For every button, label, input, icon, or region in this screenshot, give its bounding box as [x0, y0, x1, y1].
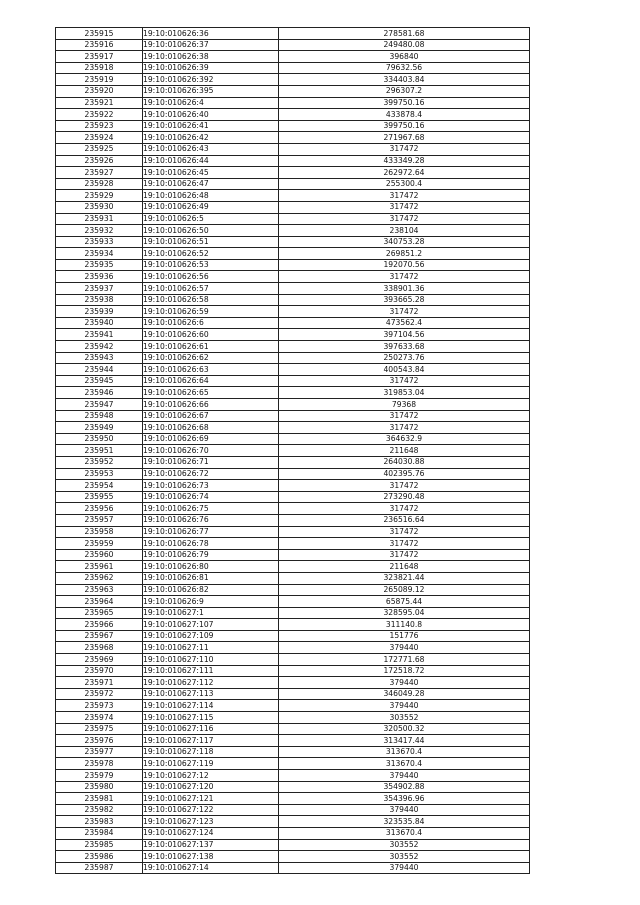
- cadastral-number-cell: 19:10:010626:6: [143, 317, 279, 329]
- value-cell: 278581.68: [279, 28, 530, 40]
- row-number-cell: 235928: [56, 178, 143, 190]
- table-row: [56, 410, 530, 422]
- row-number-cell: 235981: [56, 793, 143, 805]
- table-row: [56, 283, 530, 295]
- row-number-cell: 235919: [56, 74, 143, 86]
- cadastral-number-cell: 19:10:010626:62: [143, 352, 279, 364]
- cadastral-number-cell: 19:10:010626:76: [143, 514, 279, 526]
- value-cell: 340753.28: [279, 236, 530, 248]
- row-number-cell: 235930: [56, 201, 143, 213]
- table-row: [56, 62, 530, 74]
- value-cell: 379440: [279, 804, 530, 816]
- row-number-cell: 235958: [56, 526, 143, 538]
- row-number-cell: 235947: [56, 399, 143, 411]
- row-number-cell: 235929: [56, 190, 143, 202]
- row-number-cell: 235955: [56, 491, 143, 503]
- cadastral-number-cell: 19:10:010627:121: [143, 793, 279, 805]
- value-cell: 317472: [279, 271, 530, 283]
- row-number-cell: 235944: [56, 364, 143, 376]
- table-row: [56, 143, 530, 155]
- cadastral-number-cell: 19:10:010626:67: [143, 410, 279, 422]
- cadastral-number-cell: 19:10:010627:110: [143, 654, 279, 666]
- row-number-cell: 235982: [56, 804, 143, 816]
- cadastral-number-cell: 19:10:010626:37: [143, 39, 279, 51]
- cadastral-number-cell: 19:10:010627:117: [143, 735, 279, 747]
- value-cell: 379440: [279, 677, 530, 689]
- table-row: [56, 770, 530, 782]
- value-cell: 303552: [279, 712, 530, 724]
- table-row: [56, 793, 530, 805]
- cadastral-number-cell: 19:10:010627:124: [143, 827, 279, 839]
- cadastral-number-cell: 19:10:010627:137: [143, 839, 279, 851]
- value-cell: 79368: [279, 399, 530, 411]
- table-row: [56, 39, 530, 51]
- value-cell: 317472: [279, 480, 530, 492]
- cadastral-number-cell: 19:10:010627:123: [143, 816, 279, 828]
- row-number-cell: 235941: [56, 329, 143, 341]
- table-row: [56, 654, 530, 666]
- table-row: [56, 781, 530, 793]
- cadastral-number-cell: 19:10:010627:114: [143, 700, 279, 712]
- table-row: [56, 399, 530, 411]
- value-cell: 311140.8: [279, 619, 530, 631]
- table-row: [56, 804, 530, 816]
- table-row: [56, 723, 530, 735]
- value-cell: 364632.9: [279, 433, 530, 445]
- cadastral-number-cell: 19:10:010626:38: [143, 51, 279, 63]
- cadastral-number-cell: 19:10:010627:115: [143, 712, 279, 724]
- table-row: [56, 596, 530, 608]
- value-cell: 473562.4: [279, 317, 530, 329]
- row-number-cell: 235935: [56, 259, 143, 271]
- value-cell: 317472: [279, 503, 530, 515]
- cadastral-number-cell: 19:10:010627:116: [143, 723, 279, 735]
- row-number-cell: 235921: [56, 97, 143, 109]
- row-number-cell: 235926: [56, 155, 143, 167]
- value-cell: 303552: [279, 839, 530, 851]
- table-row: [56, 851, 530, 863]
- cadastral-number-cell: 19:10:010627:14: [143, 862, 279, 874]
- table-row: [56, 677, 530, 689]
- table-row: [56, 271, 530, 283]
- table-row: [56, 700, 530, 712]
- cadastral-number-cell: 19:10:010627:107: [143, 619, 279, 631]
- table-row: [56, 51, 530, 63]
- row-number-cell: 235937: [56, 283, 143, 295]
- table-row: [56, 97, 530, 109]
- value-cell: 319853.04: [279, 387, 530, 399]
- cadastral-number-cell: 19:10:010626:39: [143, 62, 279, 74]
- cadastral-number-cell: 19:10:010627:111: [143, 665, 279, 677]
- cadastral-number-cell: 19:10:010626:51: [143, 236, 279, 248]
- table-row: [56, 827, 530, 839]
- row-number-cell: 235943: [56, 352, 143, 364]
- cadastral-number-cell: 19:10:010626:79: [143, 549, 279, 561]
- row-number-cell: 235960: [56, 549, 143, 561]
- row-number-cell: 235971: [56, 677, 143, 689]
- value-cell: 255300.4: [279, 178, 530, 190]
- table-row: [56, 630, 530, 642]
- table-row: [56, 167, 530, 179]
- table-row: [56, 712, 530, 724]
- cadastral-number-cell: 19:10:010626:63: [143, 364, 279, 376]
- table-row: [56, 572, 530, 584]
- value-cell: 172771.68: [279, 654, 530, 666]
- value-cell: 399750.16: [279, 120, 530, 132]
- row-number-cell: 235939: [56, 306, 143, 318]
- cadastral-number-cell: 19:10:010626:41: [143, 120, 279, 132]
- row-number-cell: 235963: [56, 584, 143, 596]
- value-cell: 151776: [279, 630, 530, 642]
- table-row: [56, 155, 530, 167]
- value-cell: 317472: [279, 549, 530, 561]
- cadastral-number-cell: 19:10:010626:65: [143, 387, 279, 399]
- row-number-cell: 235924: [56, 132, 143, 144]
- row-number-cell: 235936: [56, 271, 143, 283]
- cadastral-number-cell: 19:10:010626:43: [143, 143, 279, 155]
- table-body: [56, 28, 530, 874]
- table-row: [56, 259, 530, 271]
- cadastral-number-cell: 19:10:010626:5: [143, 213, 279, 225]
- row-number-cell: 235918: [56, 62, 143, 74]
- table-row: [56, 468, 530, 480]
- value-cell: 399750.16: [279, 97, 530, 109]
- value-cell: 317472: [279, 143, 530, 155]
- value-cell: 317472: [279, 410, 530, 422]
- table-row: [56, 352, 530, 364]
- row-number-cell: 235942: [56, 341, 143, 353]
- value-cell: 317472: [279, 201, 530, 213]
- value-cell: 379440: [279, 700, 530, 712]
- row-number-cell: 235922: [56, 109, 143, 121]
- row-number-cell: 235985: [56, 839, 143, 851]
- value-cell: 313670.4: [279, 758, 530, 770]
- value-cell: 273290.48: [279, 491, 530, 503]
- table-row: [56, 306, 530, 318]
- table-row: [56, 456, 530, 468]
- table-row: [56, 642, 530, 654]
- table-row: [56, 364, 530, 376]
- value-cell: 328595.04: [279, 607, 530, 619]
- table-row: [56, 503, 530, 515]
- cadastral-number-cell: 19:10:010626:48: [143, 190, 279, 202]
- cadastral-number-cell: 19:10:010626:64: [143, 375, 279, 387]
- value-cell: 211648: [279, 561, 530, 573]
- table-row: [56, 607, 530, 619]
- cadastral-number-cell: 19:10:010626:60: [143, 329, 279, 341]
- value-cell: 211648: [279, 445, 530, 457]
- cadastral-number-cell: 19:10:010626:81: [143, 572, 279, 584]
- cadastral-number-cell: 19:10:010627:11: [143, 642, 279, 654]
- cadastral-number-cell: 19:10:010626:56: [143, 271, 279, 283]
- table-row: [56, 746, 530, 758]
- value-cell: 269851.2: [279, 248, 530, 260]
- value-cell: 317472: [279, 190, 530, 202]
- value-cell: 402395.76: [279, 468, 530, 480]
- table-row: [56, 665, 530, 677]
- table-row: [56, 132, 530, 144]
- cadastral-number-cell: 19:10:010626:44: [143, 155, 279, 167]
- row-number-cell: 235987: [56, 862, 143, 874]
- cadastral-number-cell: 19:10:010626:59: [143, 306, 279, 318]
- cadastral-number-cell: 19:10:010626:395: [143, 85, 279, 97]
- table-row: [56, 758, 530, 770]
- cadastral-number-cell: 19:10:010626:45: [143, 167, 279, 179]
- table-row: [56, 109, 530, 121]
- cadastral-number-cell: 19:10:010626:69: [143, 433, 279, 445]
- cadastral-number-cell: 19:10:010626:53: [143, 259, 279, 271]
- table-row: [56, 178, 530, 190]
- row-number-cell: 235964: [56, 596, 143, 608]
- value-cell: 396840: [279, 51, 530, 63]
- table-row: [56, 317, 530, 329]
- row-number-cell: 235946: [56, 387, 143, 399]
- row-number-cell: 235957: [56, 514, 143, 526]
- row-number-cell: 235970: [56, 665, 143, 677]
- value-cell: 397633.68: [279, 341, 530, 353]
- table-row: [56, 236, 530, 248]
- row-number-cell: 235945: [56, 375, 143, 387]
- row-number-cell: 235927: [56, 167, 143, 179]
- cadastral-number-cell: 19:10:010626:40: [143, 109, 279, 121]
- value-cell: 313670.4: [279, 827, 530, 839]
- value-cell: 238104: [279, 225, 530, 237]
- cadastral-number-cell: 19:10:010626:77: [143, 526, 279, 538]
- row-number-cell: 235951: [56, 445, 143, 457]
- table-row: [56, 329, 530, 341]
- value-cell: 264030.88: [279, 456, 530, 468]
- row-number-cell: 235972: [56, 688, 143, 700]
- cadastral-number-cell: 19:10:010626:68: [143, 422, 279, 434]
- row-number-cell: 235974: [56, 712, 143, 724]
- cadastral-number-cell: 19:10:010627:112: [143, 677, 279, 689]
- row-number-cell: 235978: [56, 758, 143, 770]
- table-row: [56, 85, 530, 97]
- data-table: [55, 27, 530, 874]
- cadastral-number-cell: 19:10:010626:57: [143, 283, 279, 295]
- row-number-cell: 235953: [56, 468, 143, 480]
- value-cell: 249480.08: [279, 39, 530, 51]
- table-row: [56, 74, 530, 86]
- cadastral-number-cell: 19:10:010626:75: [143, 503, 279, 515]
- table-row: [56, 225, 530, 237]
- row-number-cell: 235949: [56, 422, 143, 434]
- cadastral-number-cell: 19:10:010627:138: [143, 851, 279, 863]
- row-number-cell: 235959: [56, 538, 143, 550]
- table-row: [56, 526, 530, 538]
- row-number-cell: 235933: [56, 236, 143, 248]
- value-cell: 65875.44: [279, 596, 530, 608]
- cadastral-number-cell: 19:10:010627:113: [143, 688, 279, 700]
- cadastral-number-cell: 19:10:010626:49: [143, 201, 279, 213]
- table-row: [56, 816, 530, 828]
- value-cell: 354396.96: [279, 793, 530, 805]
- value-cell: 262972.64: [279, 167, 530, 179]
- value-cell: 192070.56: [279, 259, 530, 271]
- cadastral-number-cell: 19:10:010626:70: [143, 445, 279, 457]
- cadastral-number-cell: 19:10:010627:120: [143, 781, 279, 793]
- row-number-cell: 235954: [56, 480, 143, 492]
- value-cell: 250273.76: [279, 352, 530, 364]
- table-row: [56, 294, 530, 306]
- cadastral-number-cell: 19:10:010626:73: [143, 480, 279, 492]
- value-cell: 313417.44: [279, 735, 530, 747]
- table-row: [56, 190, 530, 202]
- cadastral-number-cell: 19:10:010626:58: [143, 294, 279, 306]
- cadastral-number-cell: 19:10:010627:109: [143, 630, 279, 642]
- cadastral-number-cell: 19:10:010626:52: [143, 248, 279, 260]
- value-cell: 79632.56: [279, 62, 530, 74]
- row-number-cell: 235966: [56, 619, 143, 631]
- table-row: [56, 491, 530, 503]
- row-number-cell: 235962: [56, 572, 143, 584]
- value-cell: 393665.28: [279, 294, 530, 306]
- row-number-cell: 235950: [56, 433, 143, 445]
- cadastral-number-cell: 19:10:010626:36: [143, 28, 279, 40]
- cadastral-number-cell: 19:10:010626:47: [143, 178, 279, 190]
- table-row: [56, 375, 530, 387]
- table-row: [56, 480, 530, 492]
- value-cell: 334403.84: [279, 74, 530, 86]
- value-cell: 236516.64: [279, 514, 530, 526]
- row-number-cell: 235915: [56, 28, 143, 40]
- table-row: [56, 213, 530, 225]
- cadastral-number-cell: 19:10:010626:71: [143, 456, 279, 468]
- value-cell: 379440: [279, 770, 530, 782]
- value-cell: 271967.68: [279, 132, 530, 144]
- table-row: [56, 422, 530, 434]
- row-number-cell: 235980: [56, 781, 143, 793]
- cadastral-number-cell: 19:10:010627:12: [143, 770, 279, 782]
- table-row: [56, 549, 530, 561]
- cadastral-number-cell: 19:10:010627:122: [143, 804, 279, 816]
- table-row: [56, 445, 530, 457]
- cadastral-number-cell: 19:10:010626:42: [143, 132, 279, 144]
- table-row: [56, 433, 530, 445]
- value-cell: 320500.32: [279, 723, 530, 735]
- value-cell: 433349.28: [279, 155, 530, 167]
- value-cell: 317472: [279, 306, 530, 318]
- row-number-cell: 235934: [56, 248, 143, 260]
- value-cell: 433878.4: [279, 109, 530, 121]
- cadastral-number-cell: 19:10:010627:118: [143, 746, 279, 758]
- value-cell: 265089.12: [279, 584, 530, 596]
- row-number-cell: 235979: [56, 770, 143, 782]
- value-cell: 317472: [279, 526, 530, 538]
- row-number-cell: 235948: [56, 410, 143, 422]
- row-number-cell: 235925: [56, 143, 143, 155]
- value-cell: 400543.84: [279, 364, 530, 376]
- cadastral-number-cell: 19:10:010626:82: [143, 584, 279, 596]
- cadastral-number-cell: 19:10:010626:9: [143, 596, 279, 608]
- row-number-cell: 235932: [56, 225, 143, 237]
- row-number-cell: 235984: [56, 827, 143, 839]
- row-number-cell: 235952: [56, 456, 143, 468]
- table-row: [56, 561, 530, 573]
- row-number-cell: 235965: [56, 607, 143, 619]
- table-row: [56, 688, 530, 700]
- value-cell: 317472: [279, 213, 530, 225]
- cadastral-number-cell: 19:10:010626:4: [143, 97, 279, 109]
- value-cell: 172518.72: [279, 665, 530, 677]
- table-row: [56, 514, 530, 526]
- table-row: [56, 735, 530, 747]
- value-cell: 397104.56: [279, 329, 530, 341]
- cadastral-number-cell: 19:10:010627:119: [143, 758, 279, 770]
- value-cell: 354902.88: [279, 781, 530, 793]
- row-number-cell: 235916: [56, 39, 143, 51]
- cadastral-number-cell: 19:10:010626:50: [143, 225, 279, 237]
- row-number-cell: 235931: [56, 213, 143, 225]
- table-row: [56, 248, 530, 260]
- row-number-cell: 235976: [56, 735, 143, 747]
- table-row: [56, 839, 530, 851]
- cadastral-number-cell: 19:10:010626:80: [143, 561, 279, 573]
- value-cell: 323821.44: [279, 572, 530, 584]
- value-cell: 317472: [279, 538, 530, 550]
- cadastral-number-cell: 19:10:010626:74: [143, 491, 279, 503]
- cadastral-number-cell: 19:10:010626:72: [143, 468, 279, 480]
- table-row: [56, 862, 530, 874]
- row-number-cell: 235920: [56, 85, 143, 97]
- table-row: [56, 584, 530, 596]
- value-cell: 323535.84: [279, 816, 530, 828]
- value-cell: 303552: [279, 851, 530, 863]
- row-number-cell: 235956: [56, 503, 143, 515]
- cadastral-number-cell: 19:10:010626:78: [143, 538, 279, 550]
- table-row: [56, 387, 530, 399]
- value-cell: 338901.36: [279, 283, 530, 295]
- value-cell: 346049.28: [279, 688, 530, 700]
- row-number-cell: 235923: [56, 120, 143, 132]
- row-number-cell: 235973: [56, 700, 143, 712]
- table-row: [56, 120, 530, 132]
- value-cell: 296307.2: [279, 85, 530, 97]
- row-number-cell: 235986: [56, 851, 143, 863]
- row-number-cell: 235975: [56, 723, 143, 735]
- value-cell: 379440: [279, 642, 530, 654]
- table-row: [56, 28, 530, 40]
- value-cell: 317472: [279, 375, 530, 387]
- row-number-cell: 235969: [56, 654, 143, 666]
- row-number-cell: 235940: [56, 317, 143, 329]
- value-cell: 317472: [279, 422, 530, 434]
- cadastral-number-cell: 19:10:010627:1: [143, 607, 279, 619]
- cadastral-number-cell: 19:10:010626:392: [143, 74, 279, 86]
- row-number-cell: 235961: [56, 561, 143, 573]
- row-number-cell: 235967: [56, 630, 143, 642]
- table-row: [56, 538, 530, 550]
- row-number-cell: 235917: [56, 51, 143, 63]
- row-number-cell: 235968: [56, 642, 143, 654]
- table-row: [56, 619, 530, 631]
- cadastral-number-cell: 19:10:010626:66: [143, 399, 279, 411]
- cadastral-number-cell: 19:10:010626:61: [143, 341, 279, 353]
- table-row: [56, 201, 530, 213]
- table-row: [56, 341, 530, 353]
- value-cell: 313670.4: [279, 746, 530, 758]
- row-number-cell: 235977: [56, 746, 143, 758]
- row-number-cell: 235938: [56, 294, 143, 306]
- value-cell: 379440: [279, 862, 530, 874]
- row-number-cell: 235983: [56, 816, 143, 828]
